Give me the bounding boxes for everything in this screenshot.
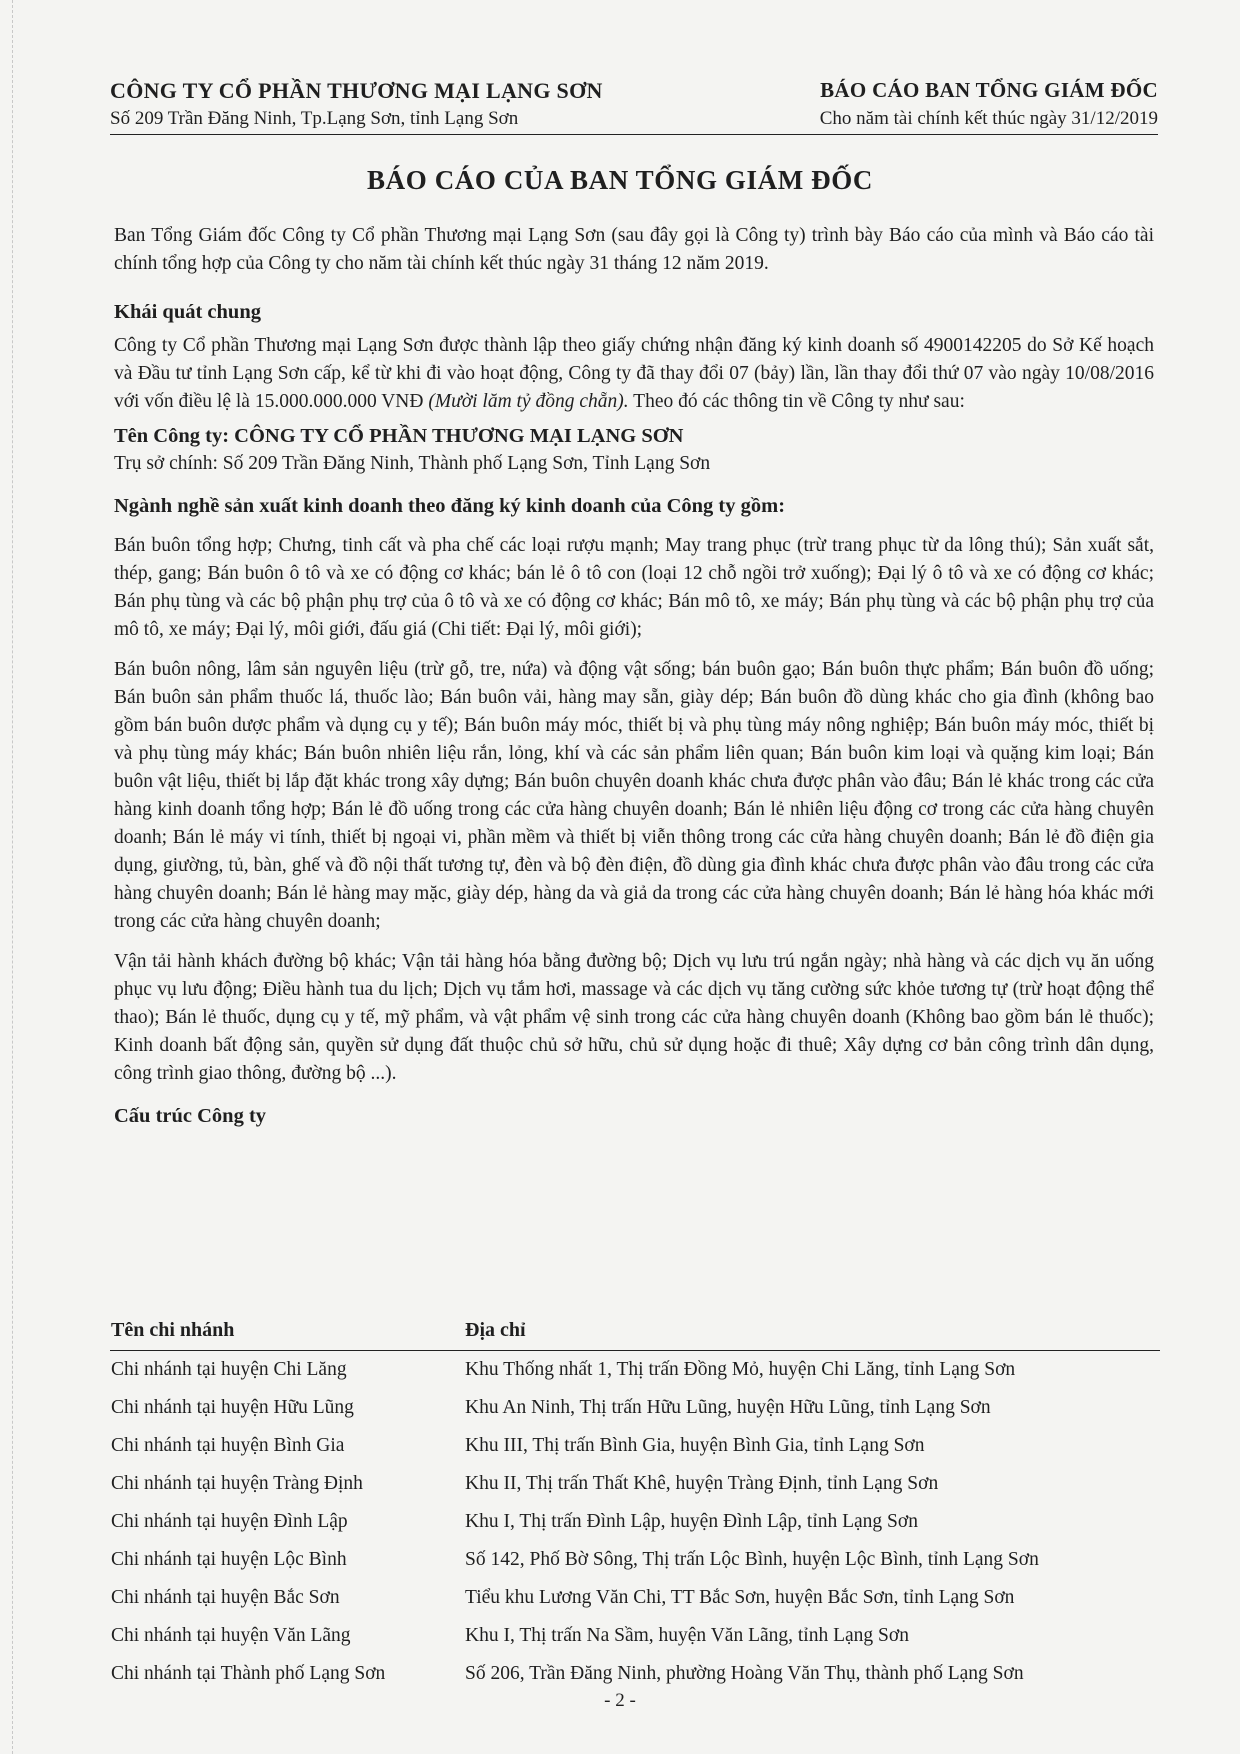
- table-row: [110, 1351, 1160, 1390]
- headquarters-line: Trụ sở chính: Số 209 Trần Đăng Ninh, Thành phố Lạng Sơn, Tỉnh Lạng Sơn: [114, 453, 711, 474]
- branch-name: Chi nhánh tại huyện Tràng Định: [111, 1473, 363, 1494]
- branch-address: Khu II, Thị trấn Thất Khê, huyện Tràng Định, tỉnh Lạng Sơn: [465, 1473, 939, 1494]
- branch-table-header: [110, 1318, 1160, 1351]
- branch-table: [110, 1318, 1160, 1693]
- table-row: [110, 1541, 1160, 1579]
- business-paragraph-1: Bán buôn tổng hợp; Chưng, tinh cất và pha chế các loại rượu mạnh; May trang phục (trừ trang phục từ da lông thú); Sản xuất sắt, thép, gang; Bán buôn ô tô và xe có động cơ khác; bán lẻ ô tô con (loại 12 chỗ ngồi trở xuống); Đại lý ô tô và xe có động cơ khác; Bán phụ tùng và các bộ phận phụ trợ của ô tô và xe có động cơ khác; Bán mô tô, xe máy; Bán phụ tùng và các bộ phận phụ trợ của mô tô, xe máy; Đại lý, môi giới, đấu giá (Chi tiết: Đại lý, môi giới);: [114, 535, 1154, 640]
- company-name-line: Tên Công ty: CÔNG TY CỔ PHẦN THƯƠNG MẠI LẠNG SƠN: [114, 425, 684, 447]
- branch-name: Chi nhánh tại huyện Chi Lăng: [111, 1359, 347, 1380]
- table-row: [110, 1655, 1160, 1693]
- business-paragraph-3: Vận tải hành khách đường bộ khác; Vận tải hàng hóa bằng đường bộ; Dịch vụ lưu trú ngắn ngày; nhà hàng và các dịch vụ ăn uống phục vụ lưu động; Điều hành tua du lịch; Dịch vụ tắm hơi, massage và các dịch vụ tăng cường sức khỏe tương tự (trừ hoạt động thể thao); Bán lẻ thuốc, dụng cụ y tế, mỹ phẩm, và vật phẩm vệ sinh trong các cửa hàng chuyên doanh (Không bao gồm bán lẻ thuốc); Kinh doanh bất động sản, quyền sử dụng đất thuộc chủ sở hữu, chủ sử dụng hoặc đi thuê; Xây dựng cơ bản công trình dân dụng, công trình giao thông, đường bộ ...).: [114, 951, 1154, 1084]
- intro-paragraph: Ban Tổng Giám đốc Công ty Cổ phần Thương mại Lạng Sơn (sau đây gọi là Công ty) trình bày Báo cáo của mình và Báo cáo tài chính tổng hợp của Công ty cho năm tài chính kết thúc ngày 31 tháng 12 năm 2019.: [114, 225, 1154, 274]
- header-address: Số 209 Trần Đăng Ninh, Tp.Lạng Sơn, tỉnh Lạng Sơn: [110, 108, 519, 129]
- header-period: Cho năm tài chính kết thúc ngày 31/12/2019: [819, 108, 1158, 129]
- branch-name: Chi nhánh tại huyện Bắc Sơn: [111, 1587, 340, 1608]
- header-company: CÔNG TY CỔ PHẦN THƯƠNG MẠI LẠNG SƠN: [110, 78, 603, 103]
- report-body: [114, 222, 1154, 1130]
- table-row: [110, 1617, 1160, 1655]
- branch-name: Chi nhánh tại huyện Bình Gia: [111, 1435, 345, 1456]
- overview-text-after: Theo đó các thông tin về Công ty như sau:: [628, 391, 965, 412]
- branch-address: Khu I, Thị trấn Đình Lập, huyện Đình Lập, tỉnh Lạng Sơn: [465, 1511, 918, 1532]
- overview-heading: Khái quát chung: [114, 301, 261, 323]
- business-heading: Ngành nghề sản xuất kinh doanh theo đăng ký kinh doanh của Công ty gồm:: [114, 495, 786, 517]
- overview-paragraph: [114, 332, 1154, 416]
- table-row: [110, 1389, 1160, 1427]
- table-row: [110, 1465, 1160, 1503]
- overview-text: Công ty Cổ phần Thương mại Lạng Sơn được thành lập theo giấy chứng nhận đăng ký kinh doanh số 4900142205 do Sở Kế hoạch và Đầu tư tỉnh Lạng Sơn cấp, kể từ khi đi vào hoạt động, Công ty đã thay đổi 07 (bảy) lần, lần thay đổi thứ 07 vào ngày 10/08/2016 với vốn điều lệ là 15.000.000.000 VNĐ: [114, 335, 1154, 412]
- structure-heading: Cấu trúc Công ty: [114, 1105, 267, 1127]
- table-row: [110, 1427, 1160, 1465]
- header-rule: [110, 134, 1158, 135]
- column-header-address: Địa chỉ: [464, 1318, 1160, 1351]
- page-number: - 2 -: [604, 1690, 636, 1711]
- branch-name: Chi nhánh tại huyện Lộc Bình: [111, 1549, 347, 1570]
- branch-name: Chi nhánh tại huyện Đình Lập: [111, 1511, 348, 1532]
- branch-address: Khu I, Thị trấn Na Sầm, huyện Văn Lãng, tỉnh Lạng Sơn: [465, 1625, 909, 1646]
- branch-address: Tiểu khu Lương Văn Chi, TT Bắc Sơn, huyện Bắc Sơn, tỉnh Lạng Sơn: [465, 1587, 1015, 1608]
- branch-name: Chi nhánh tại huyện Hữu Lũng: [111, 1397, 354, 1418]
- column-header-branch: Tên chi nhánh: [110, 1318, 464, 1351]
- branch-address: Khu Thống nhất 1, Thị trấn Đồng Mỏ, huyện Chi Lăng, tỉnh Lạng Sơn: [465, 1359, 1016, 1380]
- branch-address: Khu III, Thị trấn Bình Gia, huyện Bình Gia, tỉnh Lạng Sơn: [465, 1435, 925, 1456]
- page-header: [110, 78, 1158, 135]
- branch-name: Chi nhánh tại Thành phố Lạng Sơn: [111, 1663, 386, 1684]
- binder-edge: [0, 0, 13, 1754]
- table-row: [110, 1503, 1160, 1541]
- page-title: BÁO CÁO CỦA BAN TỔNG GIÁM ĐỐC: [367, 165, 873, 195]
- branch-address: Khu An Ninh, Thị trấn Hữu Lũng, huyện Hữu Lũng, tỉnh Lạng Sơn: [465, 1397, 991, 1418]
- branch-name: Chi nhánh tại huyện Văn Lãng: [111, 1625, 351, 1646]
- capital-words: (Mười lăm tỷ đồng chẵn).: [428, 391, 629, 412]
- header-report-name: BÁO CÁO BAN TỔNG GIÁM ĐỐC: [820, 78, 1158, 102]
- business-paragraph-2: Bán buôn nông, lâm sản nguyên liệu (trừ gỗ, tre, nứa) và động vật sống; bán buôn gạo; Bán buôn thực phẩm; Bán buôn đồ uống; Bán buôn sản phẩm thuốc lá, thuốc lào; Bán buôn vải, hàng may sẵn, giày dép; Bán buôn đồ dùng khác cho gia đình (không bao gồm bán buôn dược phẩm và dụng cụ y tế); Bán buôn máy móc, thiết bị và phụ tùng máy nông nghiệp; Bán buôn máy móc, thiết bị và phụ tùng máy khác; Bán buôn nhiên liệu rắn, lỏng, khí và các sản phẩm liên quan; Bán buôn kim loại và quặng kim loại; Bán buôn vật liệu, thiết bị lắp đặt khác trong xây dựng; Bán buôn chuyên doanh khác chưa được phân vào đâu; Bán lẻ khác trong các cửa hàng kinh doanh tổng hợp; Bán lẻ đồ uống trong các cửa hàng chuyên doanh; Bán lẻ nhiên liệu động cơ trong các cửa hàng chuyên doanh; Bán lẻ máy vi tính, thiết bị ngoại vi, phần mềm và thiết bị viễn thông trong các cửa hàng chuyên doanh; Bán lẻ đồ điện gia dụng, giường, tủ, bàn, ghế và đồ nội thất tương tự, đèn và bộ đèn điện, đồ dùng gia đình khác chưa được phân vào đâu trong các cửa hàng chuyên doanh; Bán lẻ hàng may mặc, giày dép, hàng da và giả da trong các cửa hàng chuyên doanh; Bán lẻ hàng hóa khác mới trong các cửa hàng chuyên doanh;: [114, 659, 1154, 932]
- branch-address: Số 206, Trần Đăng Ninh, phường Hoàng Văn Thụ, thành phố Lạng Sơn: [465, 1663, 1024, 1684]
- table-row: [110, 1579, 1160, 1617]
- branch-address: Số 142, Phố Bờ Sông, Thị trấn Lộc Bình, huyện Lộc Bình, tỉnh Lạng Sơn: [465, 1549, 1039, 1570]
